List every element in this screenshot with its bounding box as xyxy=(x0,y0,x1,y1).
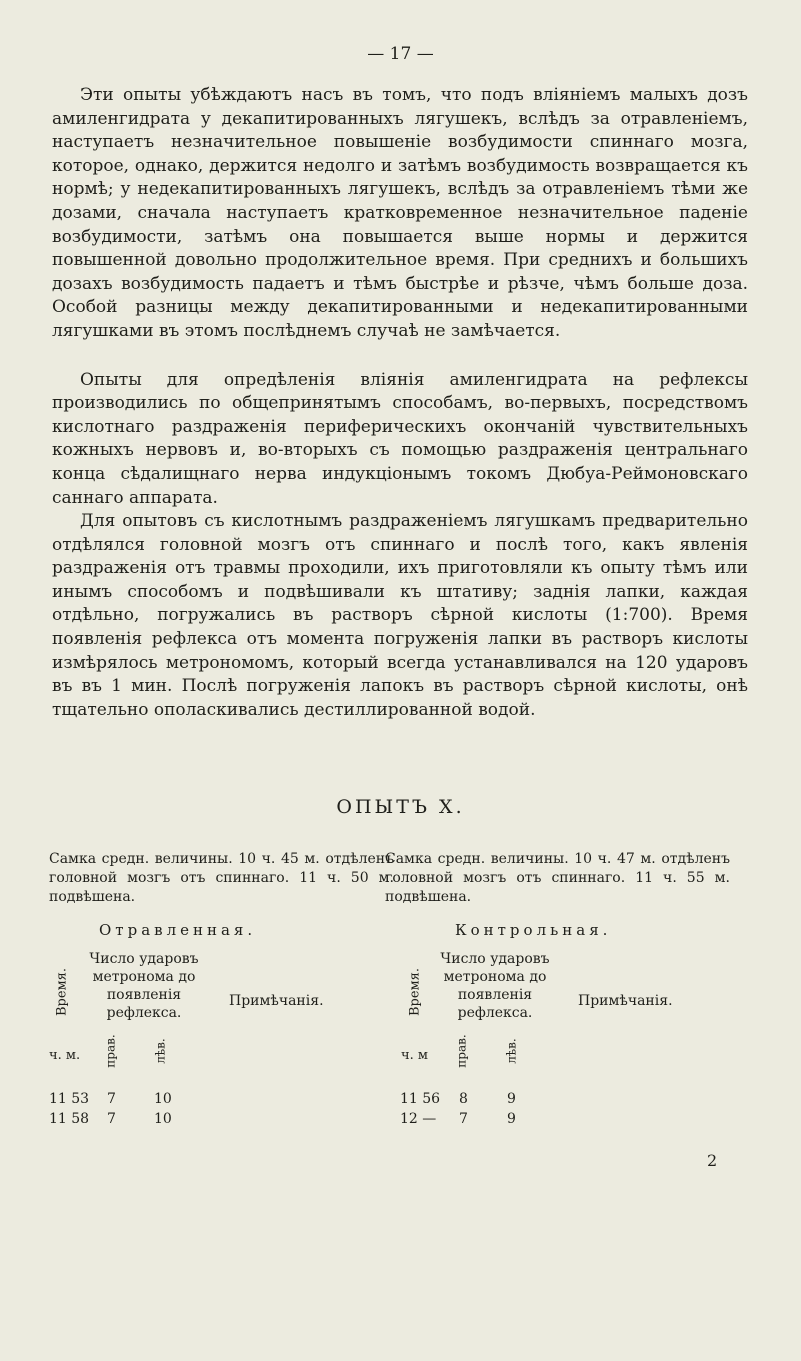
table-row: 12 — 7 9 xyxy=(400,1111,516,1127)
page-number: — 17 — xyxy=(367,44,434,64)
experiment-title: ОПЫТЪ X. xyxy=(336,796,465,818)
time-column-header: Время. xyxy=(54,967,70,1017)
left-leg-header: лѣв. xyxy=(504,1038,519,1064)
notes-column-header: Примѣчанія. xyxy=(229,993,324,1009)
time-units: ч. м xyxy=(401,1048,428,1063)
corner-number: 2 xyxy=(707,1151,718,1170)
poisoned-label: Отравленная. xyxy=(99,921,257,939)
body-text xyxy=(52,84,748,722)
control-column xyxy=(385,850,730,1127)
paragraph: Эти опыты убѣждаютъ насъ въ томъ, что подъ вліяніемъ малыхъ дозъ амиленгидрата у декапитированныхъ лягушекъ, вслѣдъ за отравленіемъ, наступаетъ незначительное повышеніе возбудимости спиннаго мозга, которое, однако, держится недолго и затѣмъ возбудимость возвращается къ нормѣ; у недекапитированныхъ лягушекъ, вслѣдъ за отравленіемъ тѣми же дозами, сначала наступаетъ кратковременное незначительное паденіе возбудимости, затѣмъ она повышается выше нормы и держится повышенной довольно продолжительное время. При среднихъ и большихъ дозахъ возбудимость падаетъ и тѣмъ быстрѣе и рѣзче, чѣмъ больше доза. Особой разницы между декапитированными и недекапитированными лягушками въ этомъ послѣднемъ случаѣ не замѣчается. xyxy=(52,85,748,341)
paragraph: Опыты для опредѣленія вліянія амиленгидрата на рефлексы производились по общепринятымъ способамъ, во-первыхъ, посредствомъ кислотнаго раздраженія периферическихъ окончаній чувствительныхъ кожныхъ нервовъ и, во-вторыхъ съ помощью раздраженія центральнаго конца сѣдалищнаго нерва индукціонымъ токомъ Дюбуа-Реймоновскаго саннаго аппарата. xyxy=(52,369,748,508)
right-leg-header: прав. xyxy=(454,1034,469,1068)
time-units: ч. м. xyxy=(49,1048,81,1063)
table-row: 11 58 7 10 xyxy=(49,1111,172,1127)
table-row: 11 53 7 10 xyxy=(49,1091,172,1107)
paragraph: Для опытовъ съ кислотнымъ раздраженіемъ лягушкамъ предварительно отдѣлялся головной мозгъ отъ спиннаго и послѣ того, какъ явленія раздраженія отъ травмы проходили, ихъ приготовляли къ опыту тѣмъ или инымъ способомъ и подвѣшивали къ штативу; заднія лапки, каждая отдѣльно, погружались въ растворъ сѣрной кислоты (1:700). Время появленія рефлекса отъ момента погруженія лапки въ растворъ кислоты измѣрялось метрономомъ, который всегда устанавливался на 120 ударовъ въ въ 1 мин. Послѣ погруженія лапокъ въ растворъ сѣрной кислоты, онѣ тщательно ополаскивались дестиллированной водой. xyxy=(52,511,748,720)
count-column-header: Число ударовъ метронома до появленія рефлекса. xyxy=(89,951,199,1021)
left-leg-header: лѣв. xyxy=(153,1038,168,1064)
count-column-header: Число ударовъ метронома до появленія рефлекса. xyxy=(440,951,550,1021)
notes-column-header: Примѣчанія. xyxy=(578,993,673,1009)
poisoned-description: Самка средн. величины. 10 ч. 45 м. отдѣленъ головной мозгъ отъ спиннаго. 11 ч. 50 м. подвѣшена. xyxy=(49,851,394,905)
table-row: 11 56 8 9 xyxy=(400,1091,516,1107)
time-column-header: Время. xyxy=(407,967,423,1017)
control-label: Контрольная. xyxy=(455,921,612,939)
poisoned-column xyxy=(49,850,394,1127)
right-leg-header: прав. xyxy=(103,1034,118,1068)
control-description: Самка средн. величины. 10 ч. 47 м. отдѣленъ головной мозгъ отъ спиннаго. 11 ч. 55 м. подвѣшена. xyxy=(385,851,730,905)
